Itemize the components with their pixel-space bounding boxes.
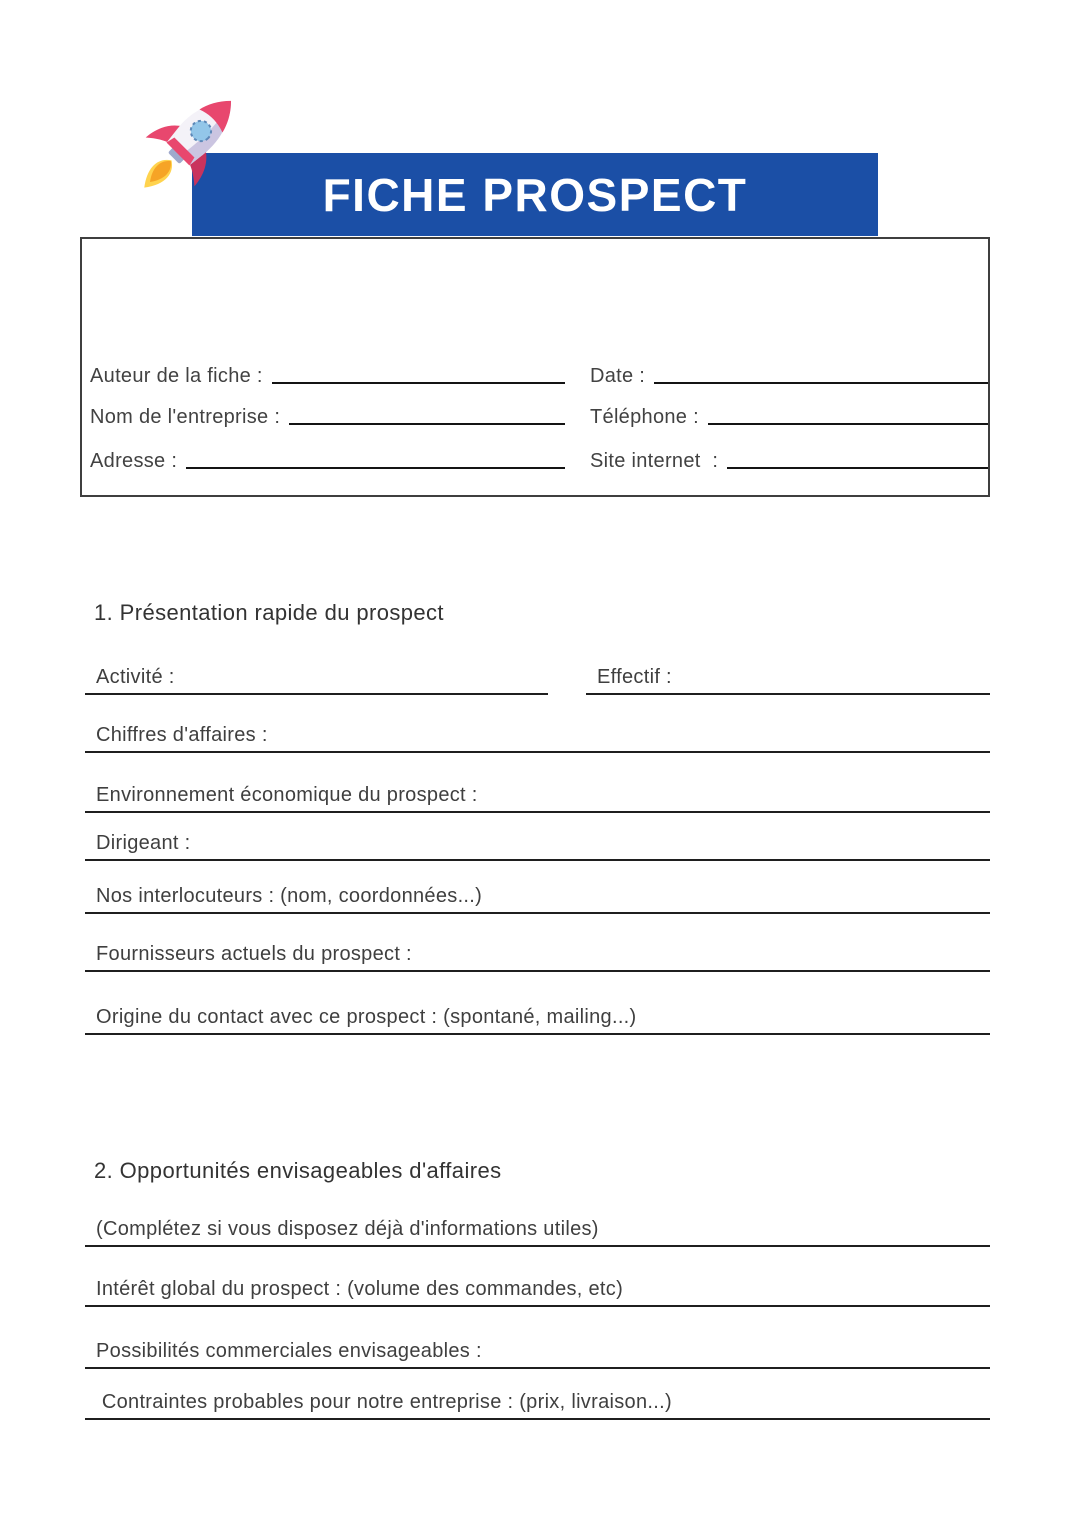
- chiffres-affaires-label: Chiffres d'affaires :: [96, 724, 268, 746]
- rocket-icon: [134, 78, 242, 220]
- completez-field[interactable]: [85, 1213, 990, 1247]
- dirigeant-field[interactable]: [85, 827, 990, 861]
- interlocuteurs-field[interactable]: [85, 880, 990, 914]
- chiffres-affaires-field[interactable]: [85, 719, 990, 753]
- section-1-heading: 1. Présentation rapide du prospect: [94, 600, 444, 625]
- auteur-input-line[interactable]: [272, 382, 565, 384]
- interet-global-label: Intérêt global du prospect : (volume des commandes, etc): [96, 1278, 624, 1300]
- adresse-label: Adresse :: [90, 450, 178, 472]
- date-input-line[interactable]: [654, 382, 988, 384]
- origine-contact-field[interactable]: [85, 1001, 990, 1035]
- site-internet-field: [590, 442, 988, 474]
- date-field: [590, 357, 988, 389]
- dirigeant-label: Dirigeant :: [96, 832, 191, 854]
- contraintes-field[interactable]: [85, 1386, 990, 1420]
- origine-contact-label: Origine du contact avec ce prospect : (spontané, mailing...): [96, 1006, 637, 1028]
- environnement-label: Environnement économique du prospect :: [96, 784, 478, 806]
- section-2-heading: 2. Opportunités envisageables d'affaires: [94, 1158, 502, 1183]
- date-label: Date :: [590, 365, 646, 387]
- info-box: [80, 237, 990, 497]
- fournisseurs-field[interactable]: [85, 938, 990, 972]
- effectif-label: Effectif :: [597, 666, 672, 688]
- title-banner: [192, 153, 878, 236]
- environnement-field[interactable]: [85, 779, 990, 813]
- completez-label: (Complétez si vous disposez déjà d'informations utiles): [96, 1218, 599, 1240]
- contraintes-label: Contraintes probables pour notre entreprise : (prix, livraison...): [96, 1391, 672, 1413]
- entreprise-field: [90, 398, 565, 430]
- interlocuteurs-label: Nos interlocuteurs : (nom, coordonnées...): [96, 885, 483, 907]
- auteur-field: [90, 357, 565, 389]
- adresse-field: [90, 442, 565, 474]
- telephone-field: [590, 398, 988, 430]
- site-internet-label: Site internet :: [590, 450, 719, 472]
- interet-global-field[interactable]: [85, 1273, 990, 1307]
- site-internet-input-line[interactable]: [727, 467, 988, 469]
- possibilites-field[interactable]: [85, 1335, 990, 1369]
- activite-label: Activité :: [96, 666, 175, 688]
- activite-field[interactable]: [85, 661, 548, 695]
- possibilites-label: Possibilités commerciales envisageables :: [96, 1340, 482, 1362]
- page-title: FICHE PROSPECT: [322, 168, 748, 221]
- auteur-label: Auteur de la fiche :: [90, 365, 263, 387]
- telephone-input-line[interactable]: [708, 423, 988, 425]
- entreprise-input-line[interactable]: [289, 423, 565, 425]
- telephone-label: Téléphone :: [590, 406, 699, 428]
- fournisseurs-label: Fournisseurs actuels du prospect :: [96, 943, 412, 965]
- effectif-field[interactable]: [586, 661, 990, 695]
- entreprise-label: Nom de l'entreprise :: [90, 406, 281, 428]
- adresse-input-line[interactable]: [186, 467, 565, 469]
